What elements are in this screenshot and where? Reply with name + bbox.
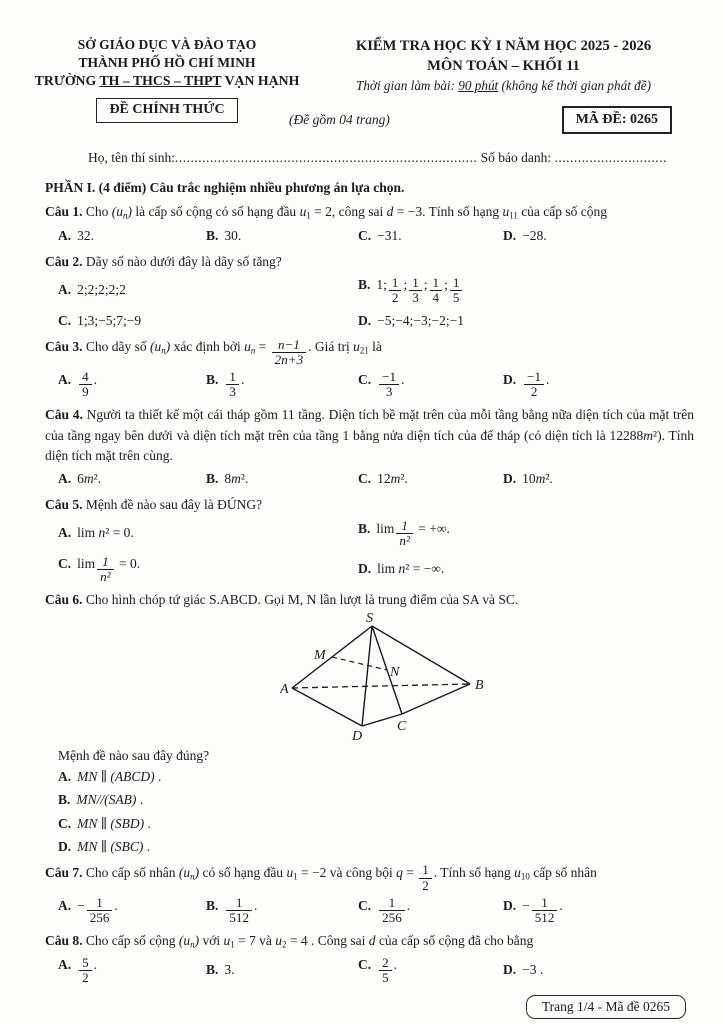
question-8-stem: Câu 8. Cho cấp số cộng (un) với u1 = 7 và u2 = 4 . Công sai d của cấp số cộng đã cho bằng (45, 933, 534, 950)
option-b: B. 8m². (206, 471, 249, 487)
option-b: B. lim $\frac{1}{\text{n²}}$ = +∞. (358, 517, 450, 549)
option-d: D. lim n² = −∞. (358, 560, 445, 576)
question-4-stem: Câu 4. Người ta thiết kế một cái tháp gồm 11 tầng. Diện tích bề mặt trên của mỗi tầng bằng nữa diện tích của mặt trên của tầng ngay bên dưới và diện tích mặt trên của tầng 1 bằng nửa diện tích của đế tháp (có diện tích là 12288m²). Tính diện tích mặt trên cùng. (45, 407, 694, 463)
option-b: B. 30. (206, 227, 242, 243)
option-c: C. −31. (358, 227, 402, 243)
department-line: SỞ GIÁO DỤC VÀ ĐÀO TẠO (77, 37, 257, 52)
question-3-stem: Câu 3. Cho dãy số (un) xác định bởi un = $\frac{n-1}{2n+3}$ . Giá trị u21 là (45, 336, 382, 367)
subject-line: MÔN TOÁN – KHỐI 11 (427, 58, 580, 75)
option-c: C. $\frac{2}{5}$ . (358, 954, 398, 985)
option-c: C. lim $\frac{1}{\text{n²}}$ = 0. (58, 553, 141, 584)
question-8-options (45, 955, 694, 985)
student-info-line (88, 150, 694, 166)
question-6 (45, 590, 694, 857)
question-6-options (45, 767, 694, 857)
option-d: D. $\frac{-1}{2}$ . (503, 369, 550, 400)
option-a: A. 32. (58, 227, 94, 243)
question-3-options (45, 370, 694, 400)
question-6-stem: Câu 6. Cho hình chóp tứ giác S.ABCD. Gọi M, N lần lượt là trung điểm của SA và SC. (45, 591, 519, 607)
option-b: B. $\frac{1}{3}$ . (206, 369, 245, 400)
student-id-blank: ............................. (554, 149, 667, 165)
student-name-blank: .............................................................................. (175, 149, 478, 165)
option-b: B. MN//(SAB) . (58, 792, 144, 808)
question-2 (45, 252, 694, 331)
exam-header (33, 36, 694, 134)
pyramid-figure (280, 612, 490, 746)
question-7-stem: Câu 7. Cho cấp số nhân (un) có số hạng đầu u1 = −2 và công bội q = $\frac{1}{2}$ . Tính số hạng u10 cấp số nhân (45, 862, 597, 893)
question-4-options (45, 469, 694, 489)
vertex-label-a: A (280, 682, 289, 698)
question-5 (45, 495, 694, 583)
midpoint-label-n: N (390, 665, 400, 681)
question-4 (45, 405, 694, 489)
question-1 (45, 202, 694, 246)
pages-note: (Đề gồm 04 trang) (289, 111, 390, 127)
option-c: C. $\frac{-1}{3}$ . (358, 369, 405, 400)
option-c: C. $\frac{1}{256}$ . (358, 894, 411, 926)
question-7 (45, 863, 694, 925)
option-a: A. MN ∥ (ABCD) . (58, 769, 162, 785)
question-5-options (45, 519, 694, 584)
option-d: D. −28. (503, 227, 547, 243)
exam-code-box: MÃ ĐỀ: 0265 (562, 106, 672, 134)
vertex-label-s: S (366, 612, 373, 627)
header-right-block (289, 36, 694, 134)
option-a: A. − $\frac{1}{256}$ . (58, 894, 118, 926)
option-a: A. $\frac{5}{2}$ . (58, 954, 98, 985)
option-a: A. 2;2;2;2;2 (58, 282, 126, 298)
duration-line: Thời gian làm bài: 90 phút (không kể thời gian phát đề) (355, 77, 652, 93)
student-id-label: Số báo danh: (477, 149, 555, 165)
option-c: C. MN ∥ (SBD) . (58, 815, 151, 831)
question-8 (45, 931, 694, 985)
header-left-block (33, 36, 301, 134)
header-bottom-row (289, 106, 694, 134)
option-b: B. 1; $\frac{1}{2}$ ; $\frac{1}{3}$ ; $\frac{1}{4}$ ; $\frac{1}{5}$ (358, 275, 694, 305)
question-1-options (45, 226, 694, 246)
option-d: D. − $\frac{1}{512}$ . (503, 894, 563, 926)
page-footer (45, 995, 694, 1019)
vertex-label-d: D (352, 729, 363, 743)
student-name-label: Họ, tên thí sinh: (88, 149, 175, 165)
question-3 (45, 337, 694, 399)
vertex-label-b: B (475, 678, 484, 694)
question-7-options (45, 896, 694, 926)
section-1-title: PHẦN I. (4 điểm) Câu trắc nghiệm nhiều phương án lựa chọn. (45, 179, 405, 195)
option-a: A. lim n² = 0. (58, 525, 134, 541)
school-name-line: TRƯỜNG TH – THCS – THPT VẠN HẠNH (34, 73, 300, 89)
official-exam-box: ĐỀ CHÍNH THỨC (96, 98, 237, 123)
pyramid-svg (280, 612, 490, 742)
option-d: D. −3 . (503, 961, 544, 977)
option-c: C. 1;3;−5;7;−9 (58, 313, 142, 329)
question-6-substem: Mệnh đề nào sau đây đúng? (58, 748, 210, 764)
option-d: D. −5;−4;−3;−2;−1 (358, 313, 464, 329)
option-d: D. MN ∥ (SBC) . (58, 838, 151, 854)
option-a: A. $\frac{4}{9}$ . (58, 369, 98, 400)
option-a: A. 6m². (58, 471, 102, 487)
question-2-options (45, 275, 694, 331)
option-b: B. $\frac{1}{512}$ . (206, 894, 258, 926)
midpoint-label-m: M (314, 648, 326, 664)
option-b: B. 3. (206, 961, 235, 977)
question-1-stem: Câu 1. Cho (un) là cấp số cộng có số hạng đầu u1 = 2, công sai d = −3. Tính số hạng u11 của cấp số cộng (45, 203, 608, 221)
question-2-stem: Câu 2. Dãy số nào dưới đây là dãy số tăng? (45, 254, 282, 270)
option-d: D. 10m². (503, 471, 553, 487)
question-5-stem: Câu 5. Mệnh đề nào sau đây là ĐÚNG? (45, 497, 263, 513)
exam-title: KIỂM TRA HỌC KỲ I NĂM HỌC 2025 - 2026 (355, 38, 652, 54)
option-c: C. 12m². (358, 471, 408, 487)
vertex-label-c: C (397, 719, 407, 735)
page-number-box: Trang 1/4 - Mã đề 0265 (526, 995, 686, 1019)
city-line: THÀNH PHỐ HỒ CHÍ MINH (78, 55, 256, 71)
